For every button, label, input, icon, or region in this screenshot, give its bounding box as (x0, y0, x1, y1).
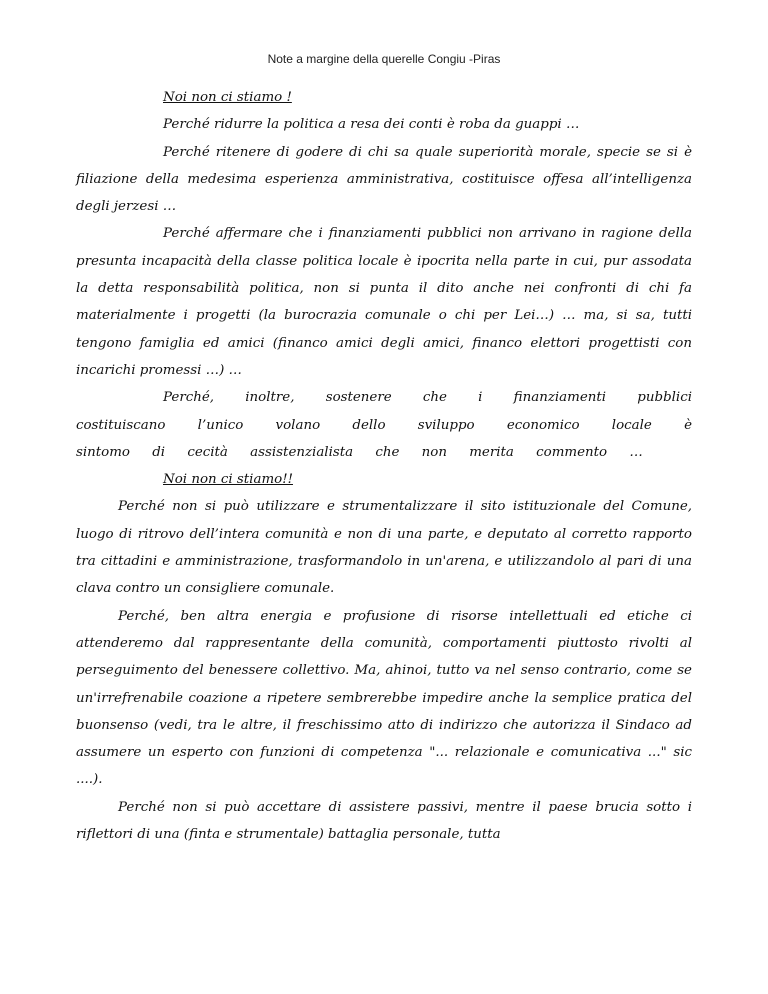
section-heading-first: Noi non ci stiamo ! (163, 90, 292, 105)
document-body (76, 84, 692, 848)
page-header: Note a margine della querelle Congiu -Piras (267, 52, 501, 66)
paragraph-assistere-passivi: Perché non si può accettare di assistere passivi, mentre il paese brucia sotto i riflettori di una (finta e strumentale) battaglia personale, tutta (76, 799, 692, 843)
paragraph-volano-sviluppo: Perché, inoltre, sostenere che i finanziamenti pubblici costituiscano l’unico volano dello sviluppo economico locale è sintomo di cecità assistenzialista che non merita commento … (76, 390, 692, 460)
paragraph-sito-istituzionale: Perché non si può utilizzare e strumentalizzare il sito istituzionale del Comune, luogo di ritrovo dell’intera comunità e non di una parte, e deputato al corretto rapporto tra cittadini e amministrazione, trasformandolo in un'arena, e utilizzandolo al pari di una clava contro un consigliere comunale. (76, 499, 692, 597)
section-heading-second: Noi non ci stiamo!! (163, 472, 293, 488)
paragraph-finanziamenti-pubblici: Perché affermare che i finanziamenti pubblici non arrivano in ragione della presunta incapacità della classe politica locale è ipocrita nella parte in cui, pur assodata la detta responsabilità politica, non si punta il dito anche nei confronti di chi fa materialmente i progetti (la burocrazia comunale o chi per Lei…) … ma, si sa, tutti tengono famiglia ed amici (financo amici degli amici, financo elettori progettisti con incarichi promessi …) … (76, 226, 692, 378)
paragraph-energia-risorse: Perché, ben altra energia e profusione di risorse intellettuali ed etiche ci attenderemo dal rappresentante della comunità, comportamenti piuttosto rivolti al perseguimento del benessere collettivo. Ma, ahinoi, tutto va nel senso contrario, come se un'irrefrenabile coazione a ripetere sembrerebbe impedire anche la semplice pratica del buonsenso (vedi, tra le altre, il freschissimo atto di indirizzo che autorizza il Sindaco ad assumere un esperto con funzioni di competenza "... relazionale e comunicativa ..." sic ....). (76, 608, 692, 788)
paragraph-guappi: Perché ridurre la politica a resa dei conti è roba da guappi … (163, 117, 580, 133)
paragraph-superiorita-morale: Perché ritenere di godere di chi sa quale superiorità morale, specie se si è filiazione della medesima esperienza amministrativa, costituisce offesa all’intelligenza degli jerzesi … (76, 144, 692, 215)
